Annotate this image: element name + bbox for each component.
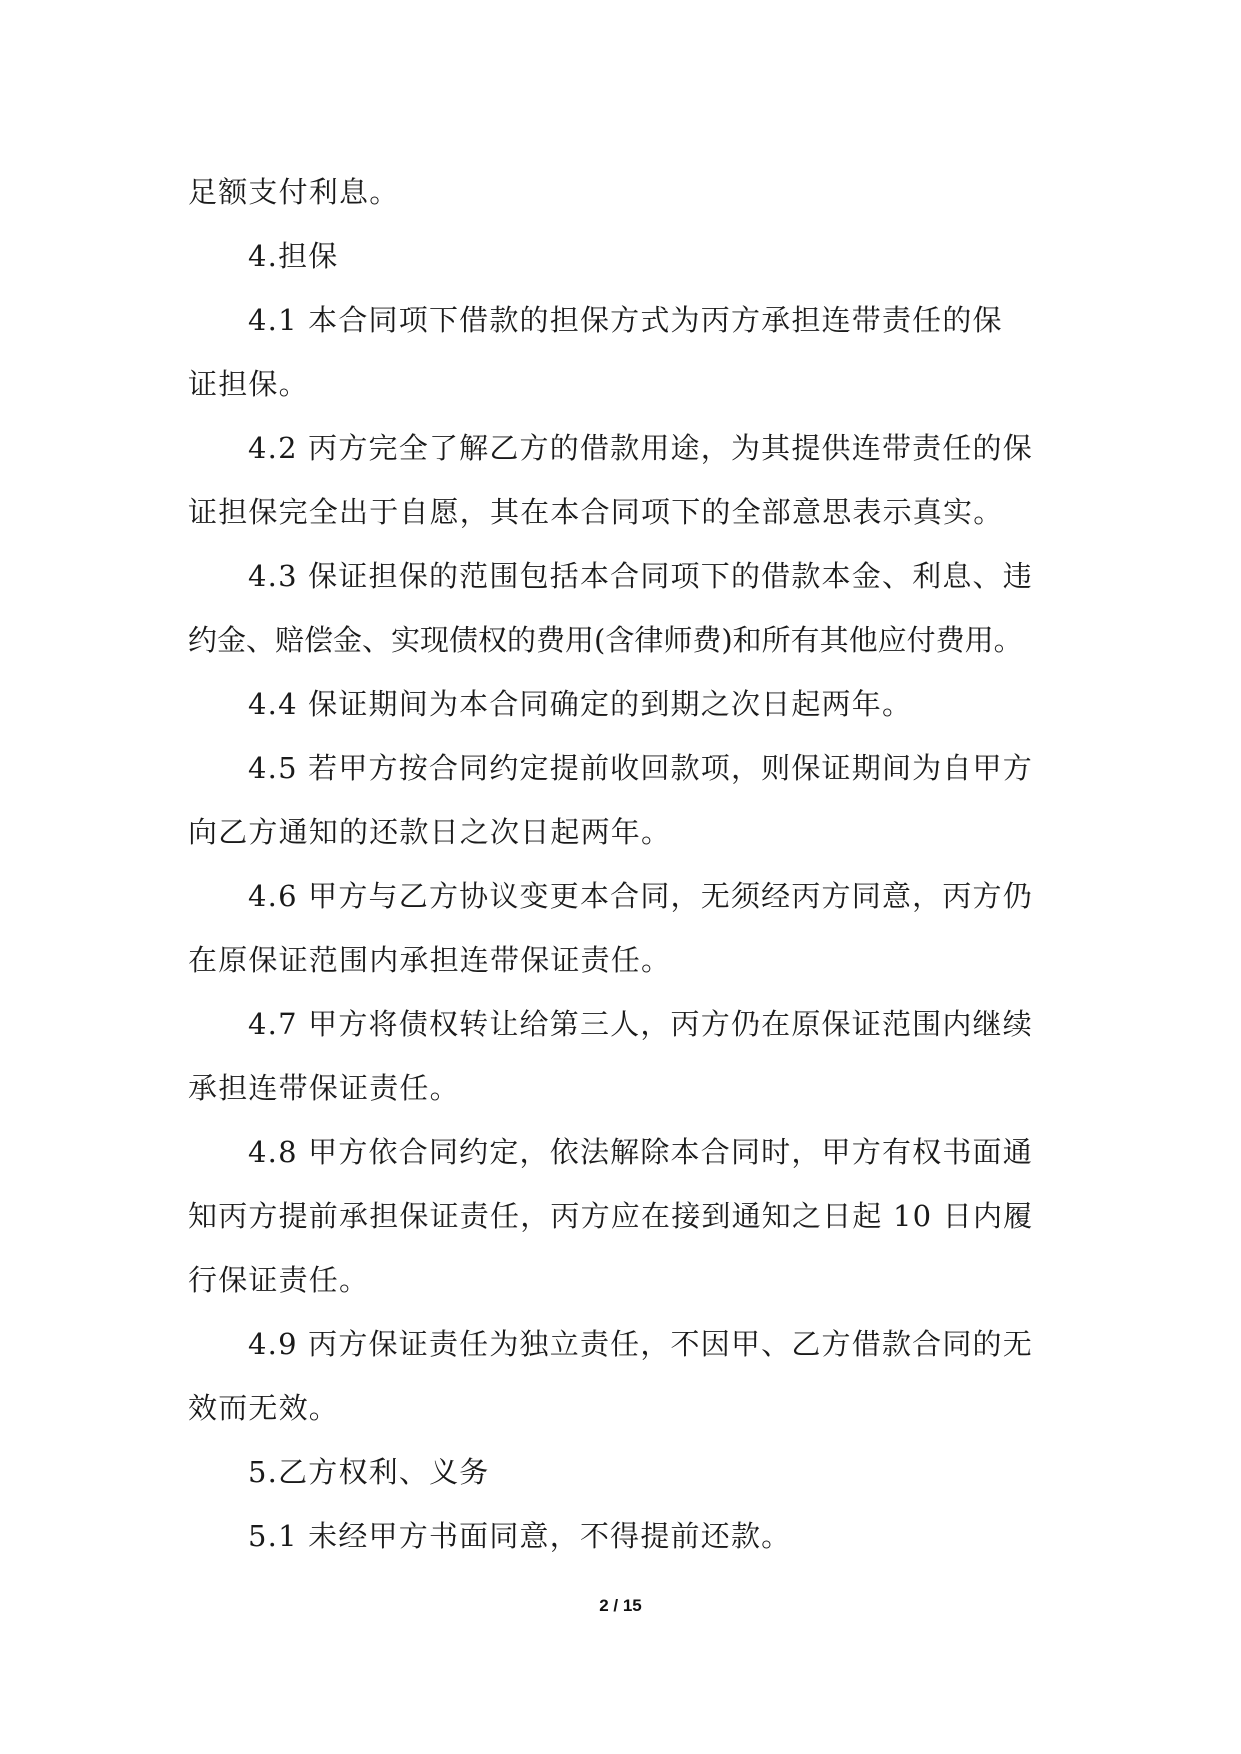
text-line: 向乙方通知的还款日之次日起两年。 [188,815,672,849]
text-line: 证担保完全出于自愿，其在本合同项下的全部意思表示真实。 [188,495,1004,529]
text-line: 行保证责任。 [188,1263,370,1297]
text-line: 足额支付利息。 [188,175,400,209]
section-heading: 5.乙方权利、义务 [248,1455,490,1489]
text-line: 4.1 本合同项下借款的担保方式为丙方承担连带责任的保 [248,303,1003,337]
text-line: 4.5 若甲方按合同约定提前收回款项，则保证期间为自甲方 [248,751,1033,785]
text-line: 5.1 未经甲方书面同意，不得提前还款。 [248,1519,792,1553]
document-body [188,160,1052,1568]
text-line: 4.4 保证期间为本合同确定的到期之次日起两年。 [248,687,913,721]
text-line: 4.7 甲方将债权转让给第三人，丙方仍在原保证范围内继续 [248,1007,1033,1041]
text-line: 4.8 甲方依合同约定，依法解除本合同时，甲方有权书面通 [248,1135,1033,1169]
text-line: 4.9 丙方保证责任为独立责任，不因甲、乙方借款合同的无 [248,1327,1033,1361]
text-line: 4.6 甲方与乙方协议变更本合同，无须经丙方同意，丙方仍 [248,879,1033,913]
text-line: 效而无效。 [188,1391,340,1425]
text-line: 知丙方提前承担保证责任，丙方应在接到通知之日起 10 日内履 [188,1199,1034,1233]
section-heading: 4.担保 [248,239,339,273]
text-line: 4.2 丙方完全了解乙方的借款用途，为其提供连带责任的保 [248,431,1033,465]
text-line: 证担保。 [188,367,309,401]
text-line: 4.3 保证担保的范围包括本合同项下的借款本金、利息、违 [248,559,1033,593]
text-line: 约金、赔偿金、实现债权的费用(含律师费)和所有其他应付费用。 [188,623,1023,657]
text-line: 在原保证范围内承担连带保证责任。 [188,943,672,977]
page-number: 2 / 15 [599,1596,642,1615]
text-line: 承担连带保证责任。 [188,1071,460,1105]
